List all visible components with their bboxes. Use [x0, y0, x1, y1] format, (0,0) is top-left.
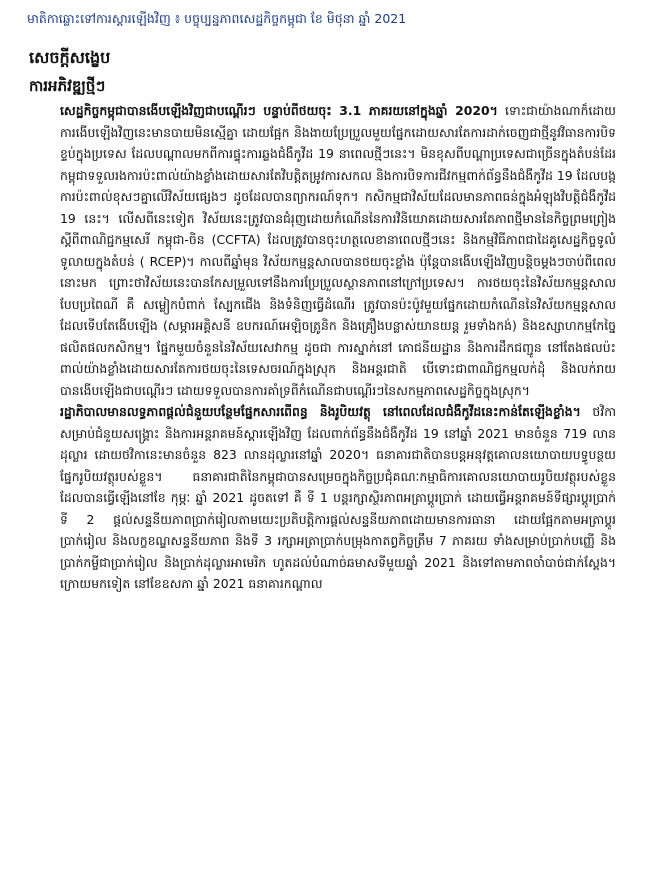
- paragraph-2: [60, 401, 616, 595]
- running-header: មាតិកាឆ្លោះទៅការស្តារឡើងវិញ ៖ បច្ចុប្បន្នភាពសេដ្ឋកិច្ចកម្ពុជា ខែ មិថុនា ឆ្នាំ 2021: [27, 11, 407, 26]
- section-title: សេចក្ដីសង្ខេប: [29, 48, 111, 67]
- body-text: [60, 100, 616, 595]
- paragraph-1-lead: សេដ្ឋកិច្ចកម្ពុជាបានងើបឡើងវិញជាបណ្ដើរៗ បន្ទាប់ពីថយចុះ 3.1 ភាគរយនៅក្នុងឆ្នាំ 2020។: [60, 103, 498, 118]
- paragraph-2-lead: រដ្ឋាភិបាលមានលទ្ធភាពផ្ដល់ជំនួយបន្ថែមផ្នែកសារពើពន្ធ និងរូបិយវត្ថុ នៅពេលដែលជំងឺកូវីដនេះកាន់តែឡើងខ្លាំង។: [60, 404, 581, 419]
- paragraph-1: [60, 100, 616, 401]
- paragraph-1-text: ទោះជាយ៉ាងណាក៏ដោយ ការងើបឡើងវិញនេះមានបាយមិនស្មើគ្នា ដោយផ្អែក និងងាយប្រែប្រួលមួយផ្នែកដោយសារតែការដាក់ចេញជាថ្មីនូវវិធានការបិទខ្ទប់ក្នុងប្រទេស ដែលបណ្ដាលមកពីការផ្ទុះការឆ្លងជំងឺកូវីដ 19 នាពេលថ្មីៗនេះ។ មិនខុសពីបណ្ដាប្រទេសជាច្រើនក្នុងតំបន់ដែរ កម្ពុជាទទួលរងការប៉ះពាល់យ៉ាងខ្លាំងដោយសារតែវិបត្តិតម្រូវការសកល និងការបិទការជីវកម្មពាក់ព័ន្ធនឹងជំងឺកូវីដ 19 ដែលបង្កការប៉ះពាល់ខុសៗគ្នាលើវិស័យផ្សេងៗ ដូចដែលបានព្យាករណ៍ទុក។ កសិកម្មជាវិស័យដែលមានភាពធន់ក្នុងអំឡុងវិបត្តិជំងឺកូវីដ 19 នេះ។ លើសពីនេះទៀត វិស័យនេះត្រូវបានជំរុញដោយកំណើននៃការវិនិយោគដោយសារតែភាពថ្មីមាននៃកិច្ចព្រមព្រៀងស្ដីពីពាណិជ្ជកម្មសេរី កម្ពុជា-ចិន (CCFTA) ដែលត្រូវបានចុះហត្ថលេខានាពេលថ្មីៗនេះ និងកម្មវិធីភាពជាដៃគូសេដ្ឋកិច្ចទូលំទូលាយក្នុងតំបន់ ( RCEP)។ កាលពីឆ្នាំមុន វិស័យកម្មន្តសាលបានថយចុះខ្លាំង ប៉ុន្តែបានងើបឡើងវិញបន្តិចម្ដងៗចាប់ពីពេលនោះមក ព្រោះថាវិស័យនេះបានកែសម្រួលទៅនឹងការប្រែប្រួលស្ថានភាពនៅក្រៅប្រទេស។ ការថយចុះនៃវិស័យកម្មន្តសាលបែបប្រពៃណី គឺ សម្លៀកបំពាក់ ស្បែកជើង និងទំនិញធ្វើដំណើរ ត្រូវបានប៉ះប៉ូវមួយផ្នែកដោយកំណើននៃវិស័យកម្មន្តសាលដែលទើបតែងើបឡើង (សម្ភារអគ្គិសនី ឧបករណ៍អេឡិចត្រូនិក និងគ្រឿងបន្លាស់យានយន្ត រួមទាំងកង់) និងឧស្សាហកម្មកែច្នៃផលិតផលកសិកម្ម។ ផ្នែកមួយចំនួននៃវិស័យសេវាកម្ម ដូចជា ការស្នាក់នៅ ភោជនីយដ្ឋាន និងការដឹកជញ្ជូន នៅតែងផលប៉ះពាល់យ៉ាងខ្លាំងដោយសារតែការថយចុះនៃទេសចរណ៍ក្នុងស្រុក និងអន្តរជាតិ បើទោះជាពាណិជ្ជកម្មលក់ដុំ និងលក់រាយ បានងើបឡើងជាបណ្ដើរៗ ដោយទទួលបានការគាំទ្រពីកំណើនជាបណ្ដើរៗនៃសកម្មភាពសេដ្ឋកិច្ចក្នុងស្រុក។: [60, 103, 616, 398]
- section-subtitle: ការអភិវឌ្ឍថ្មីៗ: [29, 77, 106, 95]
- paragraph-2-text: ថវិកាសម្រាប់ជំនួយសង្គ្រោះ និងការអន្តរាគមន៍ស្ដារឡើងវិញ ដែលពាក់ព័ន្ធនឹងជំងឺកូវីដ 19 នៅឆ្នាំ 2021 មានចំនួន 719 លានដុល្លារ ដោយថវិកានេះមានចំនួន 823 លានដុល្លារនៅឆ្នាំ 2020។ ធនាគារជាតិបានបន្តអនុវត្តគោលនយោបាយបទ្ធូបន្ថយផ្នែករូបិយវត្ថុរបស់ខ្លួន។ ធនាគារជាតិនៃកម្ពុជាបានសម្រេចក្នុងកិច្ចប្រជុំគណៈកម្មាធិការគោលនយោបាយរូបិយវត្ថុរបស់ខ្លួន ដែលបានធ្វើឡើងនៅខែ កុម្ភៈ ឆ្នាំ 2021 ដូចតទៅ គឺ ទី 1 បន្តរក្សាស្ថិរភាពអត្រាប្ដូរប្រាក់ ដោយធ្វើអន្តរាគមន៍ទីផ្សារប្ដូរប្រាក់ ទី 2 ផ្ដល់សន្ទនីយភាពប្រាក់រៀលតាមយេះប្រតិបត្តិការផ្ដល់សន្ទនីយភាពដោយមានការធានា ដោយផ្អែកតាមអត្រាប្ដូរប្រាក់រៀល និងលក្ខខណ្ឌសន្ទនីយភាព និងទី 3 រក្សាអត្រាប្រាក់បម្រុងកាតព្វកិច្ចត្រឹម 7 ភាគរយ ទាំងសម្រាប់ប្រាក់បញ្ញើ និងប្រាក់កម្ចីជាប្រាក់រៀល និងប្រាក់ដុល្លារអាមេរិក ហូតដល់បំណាច់ឆមាសទីមួយឆ្នាំ 2021 និងទៅតាមភាពចាំបាច់ជាក់ស្ដែង។ ក្រោយមកទៀត នៅខែឧសភា ឆ្នាំ 2021 ធនាគារកណ្ដាល: [60, 404, 616, 591]
